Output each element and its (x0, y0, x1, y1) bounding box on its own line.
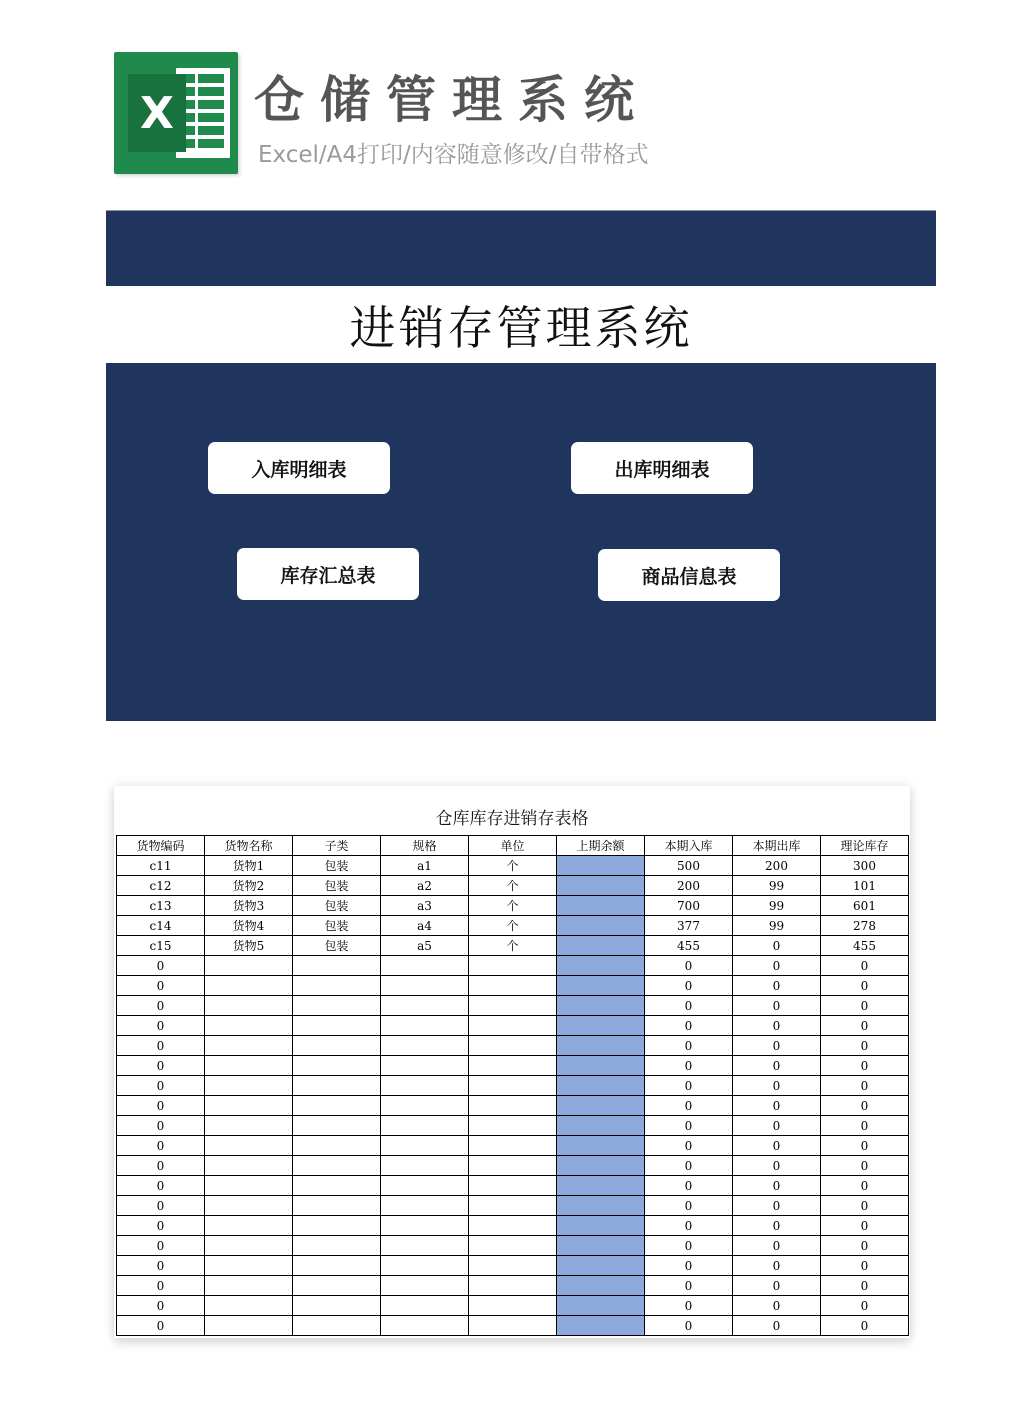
table-cell[interactable]: 0 (821, 1316, 909, 1336)
table-cell[interactable]: 0 (117, 1056, 205, 1076)
table-row (117, 1136, 909, 1156)
table-cell[interactable] (293, 1276, 381, 1296)
table-cell[interactable]: 0 (821, 1176, 909, 1196)
column-header: 货物编码 (117, 836, 205, 856)
dashboard-title: 进销存管理系统 (349, 300, 693, 355)
table-cell[interactable] (205, 1176, 293, 1196)
prev-balance-cell[interactable] (557, 1016, 645, 1036)
column-header: 本期入库 (645, 836, 733, 856)
table-row (117, 856, 909, 876)
table-cell[interactable]: 0 (821, 976, 909, 996)
table-cell[interactable]: 200 (645, 876, 733, 896)
table-cell[interactable]: 货物5 (205, 936, 293, 956)
table-cell[interactable]: 0 (645, 1296, 733, 1316)
table-row (117, 956, 909, 976)
table-cell[interactable] (469, 1176, 557, 1196)
table-cell[interactable] (293, 1216, 381, 1236)
table-cell[interactable] (205, 1236, 293, 1256)
table-cell[interactable] (293, 1256, 381, 1276)
table-row (117, 1016, 909, 1036)
table-cell[interactable]: 377 (645, 916, 733, 936)
table-cell[interactable]: 0 (645, 1276, 733, 1296)
table-cell[interactable]: 300 (821, 856, 909, 876)
table-cell[interactable]: 200 (733, 856, 821, 876)
table-cell[interactable]: 0 (733, 1196, 821, 1216)
table-cell[interactable] (293, 1076, 381, 1096)
table-cell[interactable]: 个 (469, 896, 557, 916)
table-cell[interactable]: 0 (645, 1136, 733, 1156)
prev-balance-cell[interactable] (557, 956, 645, 976)
table-cell[interactable]: 0 (821, 1156, 909, 1176)
table-cell[interactable]: 0 (733, 1276, 821, 1296)
table-header-row (117, 836, 909, 856)
table-cell[interactable]: 0 (821, 1056, 909, 1076)
table-cell[interactable]: 0 (733, 1096, 821, 1116)
prev-balance-cell[interactable] (557, 1156, 645, 1176)
dashboard-panel (106, 210, 936, 721)
prev-balance-cell[interactable] (557, 976, 645, 996)
table-cell[interactable] (205, 1216, 293, 1236)
table-cell[interactable] (205, 1316, 293, 1336)
product-info-button[interactable]: 商品信息表 (598, 549, 780, 601)
table-row (117, 976, 909, 996)
table-cell[interactable] (469, 1196, 557, 1216)
table-cell[interactable]: 0 (117, 1216, 205, 1236)
table-cell[interactable]: 0 (117, 1176, 205, 1196)
table-cell[interactable] (469, 1076, 557, 1096)
table-cell[interactable] (381, 1156, 469, 1176)
table-cell[interactable]: 货物4 (205, 916, 293, 936)
table-cell[interactable]: 包装 (293, 876, 381, 896)
table-row (117, 1036, 909, 1056)
table-cell[interactable] (381, 1216, 469, 1236)
table-cell[interactable]: 0 (821, 1016, 909, 1036)
table-cell[interactable]: 0 (645, 1096, 733, 1116)
table-cell[interactable] (469, 1316, 557, 1336)
column-header: 货物名称 (205, 836, 293, 856)
table-cell[interactable]: 0 (645, 1016, 733, 1036)
table-cell[interactable]: 0 (117, 1076, 205, 1096)
table-cell[interactable]: 0 (733, 1316, 821, 1336)
table-cell[interactable]: 0 (645, 996, 733, 1016)
column-header: 理论库存 (821, 836, 909, 856)
table-cell[interactable]: 0 (821, 1136, 909, 1156)
table-cell[interactable]: 0 (117, 1196, 205, 1216)
prev-balance-cell[interactable] (557, 1296, 645, 1316)
table-cell[interactable]: 0 (733, 1136, 821, 1156)
prev-balance-cell[interactable] (557, 1076, 645, 1096)
table-row (117, 896, 909, 916)
table-cell[interactable] (205, 1196, 293, 1216)
table-cell[interactable] (205, 1296, 293, 1316)
table-row (117, 1156, 909, 1176)
table-cell[interactable] (381, 1176, 469, 1196)
prev-balance-cell[interactable] (557, 1256, 645, 1276)
table-cell[interactable] (293, 1016, 381, 1036)
outbound-detail-button[interactable]: 出库明细表 (571, 442, 753, 494)
table-row (117, 996, 909, 1016)
page-subtitle: Excel/A4打印/内容随意修改/自带格式 (258, 142, 649, 168)
table-row (117, 1116, 909, 1136)
table-cell[interactable]: 99 (733, 876, 821, 896)
table-cell[interactable]: 99 (733, 916, 821, 936)
table-cell[interactable]: 0 (645, 956, 733, 976)
prev-balance-cell[interactable] (557, 916, 645, 936)
table-cell[interactable] (469, 1276, 557, 1296)
prev-balance-cell[interactable] (557, 896, 645, 916)
table-row (117, 1216, 909, 1236)
table-cell[interactable]: 0 (117, 1296, 205, 1316)
table-cell[interactable]: 0 (117, 1156, 205, 1176)
table-cell[interactable] (381, 1296, 469, 1316)
table-row (117, 916, 909, 936)
prev-balance-cell[interactable] (557, 1276, 645, 1296)
table-cell[interactable]: 0 (821, 996, 909, 1016)
table-cell[interactable]: a3 (381, 896, 469, 916)
table-cell[interactable]: 0 (117, 976, 205, 996)
table-cell[interactable] (293, 956, 381, 976)
table-cell[interactable] (293, 976, 381, 996)
table-cell[interactable]: 0 (821, 1036, 909, 1056)
table-cell[interactable] (293, 1136, 381, 1156)
table-cell[interactable]: 货物3 (205, 896, 293, 916)
table-cell[interactable]: 0 (821, 1236, 909, 1256)
table-cell[interactable]: 0 (117, 1136, 205, 1156)
table-cell[interactable]: 0 (645, 1216, 733, 1236)
table-cell[interactable]: 101 (821, 876, 909, 896)
table-cell[interactable]: 0 (733, 1076, 821, 1096)
table-cell[interactable]: 278 (821, 916, 909, 936)
table-cell[interactable] (381, 1016, 469, 1036)
table-cell[interactable]: 0 (733, 956, 821, 976)
table-cell[interactable]: 0 (733, 976, 821, 996)
table-cell[interactable]: a4 (381, 916, 469, 936)
table-cell[interactable]: 个 (469, 876, 557, 896)
table-cell[interactable] (381, 1096, 469, 1116)
table-cell[interactable]: c14 (117, 916, 205, 936)
table-cell[interactable]: 0 (821, 1256, 909, 1276)
table-cell[interactable]: 0 (117, 1276, 205, 1296)
table-cell[interactable]: 0 (645, 1176, 733, 1196)
table-cell[interactable] (205, 1056, 293, 1076)
table-cell[interactable] (205, 996, 293, 1016)
table-cell[interactable] (205, 1016, 293, 1036)
table-cell[interactable] (469, 1296, 557, 1316)
table-cell[interactable] (205, 1096, 293, 1116)
table-cell[interactable]: 0 (645, 1256, 733, 1276)
inventory-table (116, 835, 909, 1336)
table-cell[interactable]: 0 (117, 1256, 205, 1276)
table-cell[interactable]: 个 (469, 856, 557, 876)
table-cell[interactable] (381, 996, 469, 1016)
table-cell[interactable]: 0 (733, 1176, 821, 1196)
table-cell[interactable] (469, 1056, 557, 1076)
table-cell[interactable]: 包装 (293, 896, 381, 916)
table-cell[interactable] (205, 1076, 293, 1096)
table-cell[interactable]: 0 (733, 1156, 821, 1176)
table-cell[interactable]: 个 (469, 936, 557, 956)
column-header: 本期出库 (733, 836, 821, 856)
table-cell[interactable] (469, 1256, 557, 1276)
column-header: 子类 (293, 836, 381, 856)
prev-balance-cell[interactable] (557, 856, 645, 876)
table-cell[interactable]: 0 (117, 1096, 205, 1116)
prev-balance-cell[interactable] (557, 1236, 645, 1256)
table-cell[interactable]: 0 (733, 1036, 821, 1056)
table-cell[interactable] (469, 1216, 557, 1236)
table-cell[interactable] (381, 956, 469, 976)
table-row (117, 1096, 909, 1116)
table-cell[interactable] (293, 1056, 381, 1076)
table-cell[interactable] (381, 1056, 469, 1076)
table-cell[interactable]: c11 (117, 856, 205, 876)
table-cell[interactable] (205, 976, 293, 996)
table-cell[interactable]: 0 (645, 976, 733, 996)
inventory-summary-button[interactable]: 库存汇总表 (237, 548, 419, 600)
table-row (117, 876, 909, 896)
table-cell[interactable] (205, 1256, 293, 1276)
prev-balance-cell[interactable] (557, 996, 645, 1016)
table-cell[interactable] (469, 1156, 557, 1176)
table-cell[interactable]: 0 (733, 936, 821, 956)
table-cell[interactable]: c12 (117, 876, 205, 896)
table-cell[interactable]: 0 (645, 1236, 733, 1256)
table-row (117, 1076, 909, 1096)
table-row (117, 1236, 909, 1256)
prev-balance-cell[interactable] (557, 936, 645, 956)
table-cell[interactable]: a5 (381, 936, 469, 956)
table-cell[interactable]: 货物1 (205, 856, 293, 876)
column-header: 上期余额 (557, 836, 645, 856)
prev-balance-cell[interactable] (557, 1036, 645, 1056)
table-cell[interactable]: 0 (733, 1016, 821, 1036)
table-cell[interactable] (293, 1296, 381, 1316)
prev-balance-cell[interactable] (557, 1136, 645, 1156)
table-cell[interactable]: 0 (733, 1116, 821, 1136)
dashboard-title-band (106, 286, 936, 363)
table-cell[interactable]: 0 (117, 996, 205, 1016)
table-cell[interactable] (293, 1156, 381, 1176)
table-row (117, 1316, 909, 1336)
table-cell[interactable]: 0 (821, 956, 909, 976)
table-row (117, 1176, 909, 1196)
table-cell[interactable] (381, 1276, 469, 1296)
table-cell[interactable]: 455 (645, 936, 733, 956)
column-header: 单位 (469, 836, 557, 856)
table-row (117, 1196, 909, 1216)
table-cell[interactable] (381, 1236, 469, 1256)
table-cell[interactable] (381, 1076, 469, 1096)
excel-logo-icon (114, 52, 238, 174)
table-cell[interactable]: 601 (821, 896, 909, 916)
table-cell[interactable]: 700 (645, 896, 733, 916)
table-cell[interactable] (293, 1236, 381, 1256)
table-cell[interactable]: 0 (645, 1196, 733, 1216)
table-cell[interactable] (469, 996, 557, 1016)
table-cell[interactable] (469, 1036, 557, 1056)
table-cell[interactable] (205, 1136, 293, 1156)
table-cell[interactable]: 0 (733, 1236, 821, 1256)
table-cell[interactable]: 0 (821, 1296, 909, 1316)
table-cell[interactable]: 0 (733, 996, 821, 1016)
inbound-detail-button[interactable]: 入库明细表 (208, 442, 390, 494)
table-cell[interactable]: 0 (117, 1236, 205, 1256)
table-cell[interactable] (205, 1156, 293, 1176)
prev-balance-cell[interactable] (557, 1176, 645, 1196)
table-cell[interactable]: c15 (117, 936, 205, 956)
table-cell[interactable]: 99 (733, 896, 821, 916)
table-cell[interactable] (381, 1196, 469, 1216)
table-cell[interactable]: 0 (117, 956, 205, 976)
table-row (117, 936, 909, 956)
table-cell[interactable]: 455 (821, 936, 909, 956)
table-cell[interactable] (469, 1116, 557, 1136)
table-cell[interactable]: 0 (733, 1056, 821, 1076)
prev-balance-cell[interactable] (557, 1056, 645, 1076)
table-cell[interactable] (469, 1236, 557, 1256)
logo-x: X (128, 74, 186, 152)
table-cell[interactable]: 0 (645, 1316, 733, 1336)
table-cell[interactable]: 包装 (293, 856, 381, 876)
prev-balance-cell[interactable] (557, 1216, 645, 1236)
prev-balance-cell[interactable] (557, 1096, 645, 1116)
table-cell[interactable]: 0 (117, 1116, 205, 1136)
table-cell[interactable]: 0 (733, 1296, 821, 1316)
prev-balance-cell[interactable] (557, 1116, 645, 1136)
table-cell[interactable] (469, 976, 557, 996)
table-cell[interactable] (293, 1096, 381, 1116)
table-cell[interactable] (469, 1096, 557, 1116)
column-header: 规格 (381, 836, 469, 856)
page-title: 仓储管理系统 (254, 70, 650, 129)
prev-balance-cell[interactable] (557, 1316, 645, 1336)
table-title: 仓库库存进销存表格 (435, 809, 589, 829)
table-cell[interactable] (293, 1036, 381, 1056)
table-cell[interactable] (469, 1136, 557, 1156)
table-cell[interactable] (293, 1316, 381, 1336)
table-cell[interactable] (381, 1116, 469, 1136)
table-cell[interactable]: a2 (381, 876, 469, 896)
table-cell[interactable] (381, 1136, 469, 1156)
table-cell[interactable]: 个 (469, 916, 557, 936)
table-cell[interactable]: 0 (821, 1116, 909, 1136)
table-cell[interactable]: 0 (821, 1096, 909, 1116)
table-cell[interactable] (293, 1196, 381, 1216)
table-cell[interactable] (381, 1256, 469, 1276)
table-cell[interactable] (205, 1036, 293, 1056)
table-cell[interactable]: 0 (645, 1036, 733, 1056)
table-cell[interactable] (205, 1116, 293, 1136)
table-cell[interactable]: 包装 (293, 936, 381, 956)
table-cell[interactable]: 0 (645, 1056, 733, 1076)
table-row (117, 1256, 909, 1276)
table-cell[interactable]: 0 (821, 1076, 909, 1096)
table-cell[interactable]: 货物2 (205, 876, 293, 896)
table-cell[interactable]: 0 (645, 1076, 733, 1096)
table-cell[interactable]: 0 (117, 1016, 205, 1036)
table-cell[interactable]: 0 (821, 1216, 909, 1236)
table-cell[interactable]: 0 (733, 1256, 821, 1276)
table-cell[interactable] (469, 956, 557, 976)
table-cell[interactable]: 0 (645, 1116, 733, 1136)
prev-balance-cell[interactable] (557, 876, 645, 896)
table-cell[interactable] (381, 1036, 469, 1056)
table-row (117, 1056, 909, 1076)
table-cell[interactable] (293, 1176, 381, 1196)
table-cell[interactable]: 包装 (293, 916, 381, 936)
table-cell[interactable] (293, 996, 381, 1016)
table-row (117, 1276, 909, 1296)
table-cell[interactable]: c13 (117, 896, 205, 916)
table-cell[interactable]: a1 (381, 856, 469, 876)
table-cell[interactable] (381, 1316, 469, 1336)
table-cell[interactable] (205, 1276, 293, 1296)
inventory-sheet (114, 786, 910, 1338)
table-cell[interactable] (381, 976, 469, 996)
table-cell[interactable] (469, 1016, 557, 1036)
table-cell[interactable]: 0 (821, 1196, 909, 1216)
table-cell[interactable]: 0 (117, 1036, 205, 1056)
table-cell[interactable] (205, 956, 293, 976)
table-cell[interactable]: 0 (821, 1276, 909, 1296)
table-cell[interactable] (293, 1116, 381, 1136)
table-cell[interactable]: 0 (733, 1216, 821, 1236)
table-cell[interactable]: 0 (645, 1156, 733, 1176)
table-cell[interactable]: 500 (645, 856, 733, 876)
prev-balance-cell[interactable] (557, 1196, 645, 1216)
table-row (117, 1296, 909, 1316)
table-cell[interactable]: 0 (117, 1316, 205, 1336)
